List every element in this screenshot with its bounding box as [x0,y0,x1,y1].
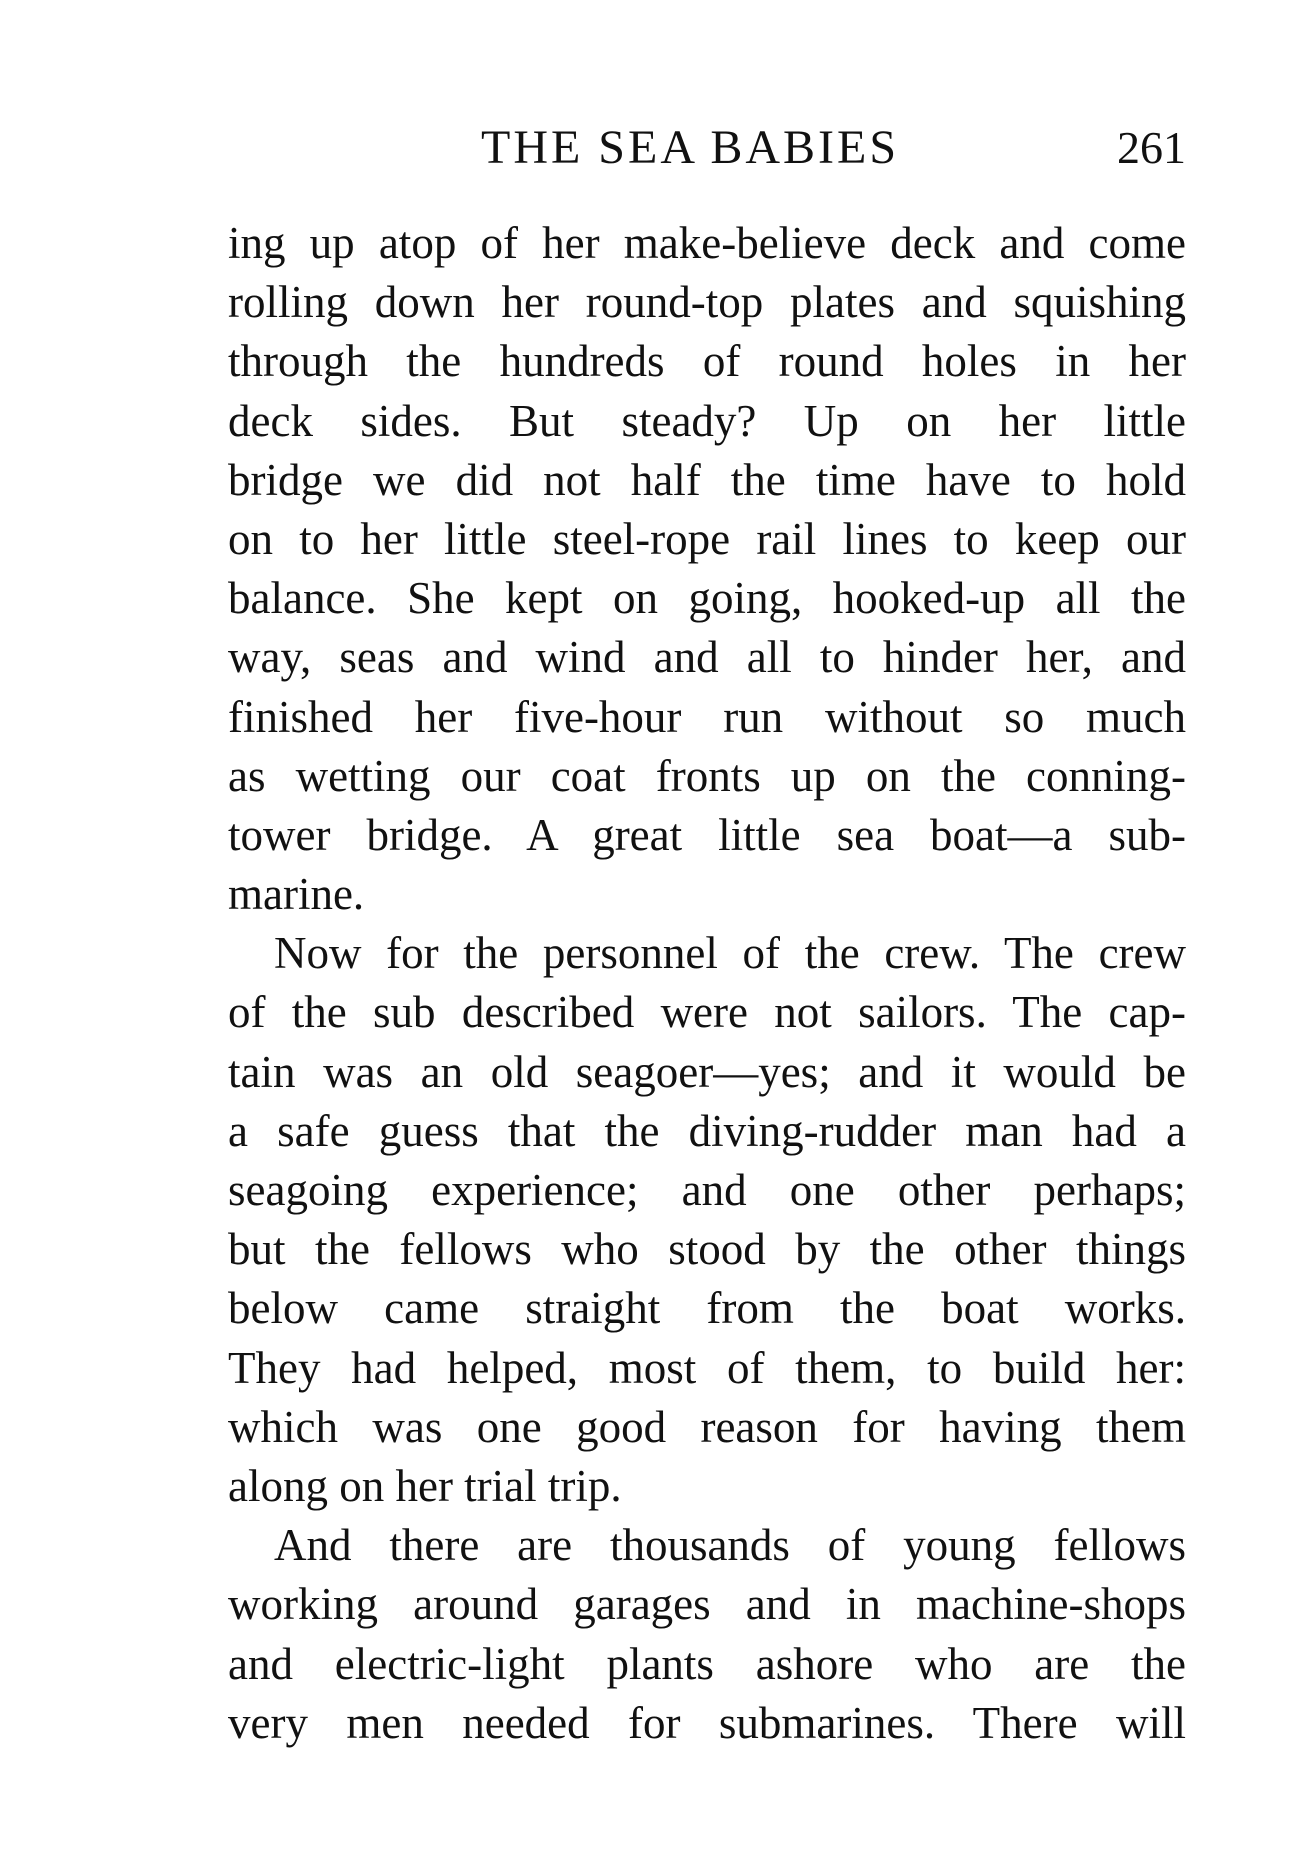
text-line: very men needed for submarines. There will [228,1697,1186,1748]
text-line: working around garages and in machine-shops [228,1579,1186,1630]
text-line: through the hundreds of round holes in her [228,336,1186,387]
text-line: way, seas and wind and all to hinder her, and [228,632,1186,683]
text-line: tain was an old seagoer—yes; and it would be [228,1046,1186,1097]
text-line: bridge we did not half the time have to hold [228,454,1186,505]
text-line: deck sides. But steady? Up on her little [228,395,1186,446]
paragraph-first-line: And there are thousands of young fellows [274,1520,1186,1571]
running-head [228,118,1186,178]
text-line: seagoing experience; and one other perhaps; [228,1165,1186,1215]
text-line: rolling down her round-top plates and squishing [228,277,1186,328]
text-line: as wetting our coat fronts up on the conning- [228,750,1186,801]
text-line: They had helped, most of them, to build her: [228,1342,1186,1393]
running-title: THE SEA BABIES [481,121,900,174]
text-line: tower bridge. A great little sea boat—a sub- [228,809,1186,860]
text-line: of the sub described were not sailors. The cap- [228,987,1186,1038]
text-line: on to her little steel-rope rail lines to keep our [228,513,1186,564]
text-line: balance. She kept on going, hooked-up all the [228,573,1186,624]
text-line: marine. [228,869,365,920]
text-line: a safe guess that the diving-rudder man had a [228,1105,1186,1156]
paragraph-first-line: Now for the personnel of the crew. The crew [274,928,1186,979]
text-line: below came straight from the boat works. [228,1283,1186,1334]
body-text [228,214,1186,1753]
text-line: but the fellows who stood by the other things [228,1224,1186,1275]
page-number: 261 [1117,122,1186,173]
text-line: finished her five-hour run without so much [228,691,1186,742]
text-line: ing up atop of her make-believe deck and come [228,218,1186,268]
text-line: along on her trial trip. [228,1460,622,1511]
text-line: and electric-light plants ashore who are the [228,1638,1186,1689]
text-line: which was one good reason for having them [228,1401,1186,1452]
